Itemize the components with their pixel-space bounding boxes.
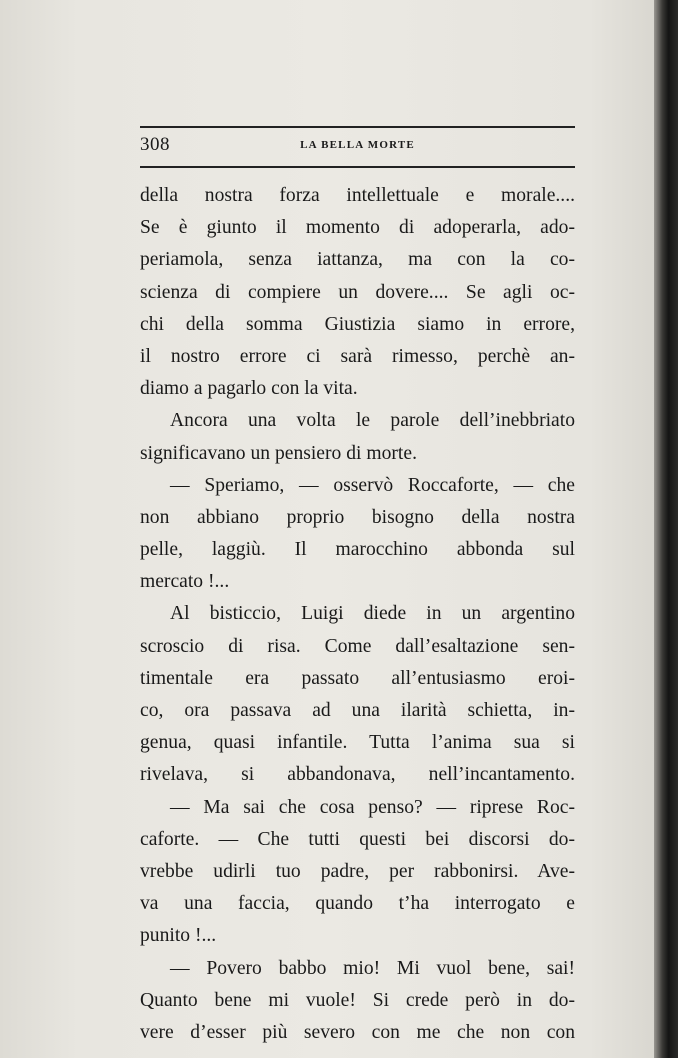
text-line: vere d’esser più severo con me che non con	[140, 1021, 575, 1043]
text-line: mercato !...	[140, 571, 230, 593]
book-binding-edge	[654, 0, 678, 1058]
text-line: diamo a pagarlo con la vita.	[140, 378, 358, 400]
running-title: LA BELLA MORTE	[300, 139, 415, 151]
text-line: timentale era passato all’entusiasmo eroi-	[140, 667, 575, 689]
text-line: punito !...	[140, 925, 217, 947]
text-line: rivelava, si abbandonava, nell’incantamento.	[140, 764, 575, 786]
text-line: — Ma sai che cosa penso? — riprese Roc-	[170, 796, 575, 818]
text-line: va una faccia, quando t’ha interrogato e	[140, 893, 575, 915]
text-line: scienza di compiere un dovere.... Se agli oc-	[140, 281, 575, 303]
text-line: chi della somma Giustizia siamo in errore,	[140, 313, 575, 335]
text-line: pelle, laggiù. Il marocchino abbonda sul	[140, 539, 575, 561]
text-line: della nostra forza intellettuale e morale....	[140, 185, 575, 206]
text-line: co, ora passava ad una ilarità schietta, in-	[140, 700, 575, 721]
text-line: Ancora una volta le parole dell’inebbriato	[170, 410, 575, 432]
header-rule-top	[140, 126, 575, 128]
text-line: periamola, senza iattanza, ma con la co-	[140, 249, 575, 271]
page-header	[140, 126, 575, 168]
text-line: il nostro errore ci sarà rimesso, perchè an-	[140, 345, 575, 367]
text-line: Se è giunto il momento di adoperarla, ado-	[140, 217, 575, 239]
page-number: 308	[140, 134, 170, 155]
text-line: Al bisticcio, Luigi diede in un argentino	[170, 603, 575, 625]
text-line: — Povero babbo mio! Mi vuol bene, sai!	[170, 957, 575, 979]
text-line: genua, quasi infantile. Tutta l’anima sua si	[140, 732, 575, 754]
body-text	[140, 180, 575, 1049]
text-line: caforte. — Che tutti questi bei discorsi do-	[140, 828, 575, 850]
text-line: significavano un pensiero di morte.	[140, 442, 417, 464]
header-rule-bottom	[140, 166, 575, 168]
text-line: scroscio di risa. Come dall’esaltazione sen-	[140, 635, 575, 657]
text-line: vrebbe udirli tuo padre, per rabbonirsi. Ave-	[140, 860, 575, 882]
text-line: Quanto bene mi vuole! Si crede però in do-	[140, 989, 575, 1011]
text-line: non abbiano proprio bisogno della nostra	[140, 506, 575, 528]
text-line: — Speriamo, — osservò Roccaforte, — che	[170, 474, 575, 496]
